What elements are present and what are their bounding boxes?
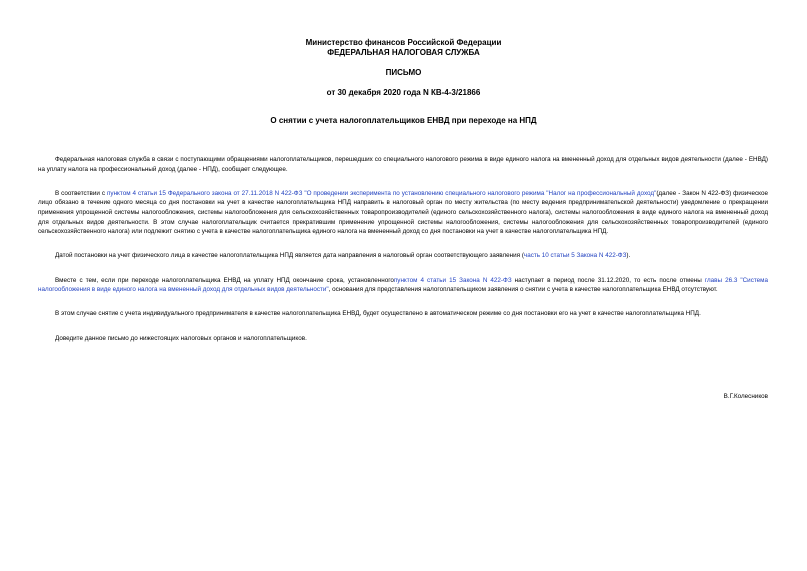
paragraph-text: Доведите данное письмо до нижестоящих налоговых органов и налогоплательщиков. xyxy=(55,334,307,342)
paragraph-text: В соответствии с xyxy=(55,189,108,197)
paragraph-intro xyxy=(38,155,768,174)
document-date-number: от 30 декабря 2020 года N КВ-4-3/21866 xyxy=(326,88,481,97)
paragraph-text: , основания для представления налогоплательщиком заявления о снятии с учета в качестве налогоплательщика ЕНВД отсутствуют. xyxy=(328,286,718,294)
letter-body xyxy=(38,155,768,343)
law-422-article-15-short-link[interactable]: пунктом 4 статьи 15 Закона N 422-ФЗ xyxy=(393,276,512,284)
service-name: ФЕДЕРАЛЬНАЯ НАЛОГОВАЯ СЛУЖБА xyxy=(327,48,480,57)
paragraph-text: наступает в период после 31.12.2020, то есть после отмены xyxy=(511,276,705,284)
chapter-26-3-link[interactable]: главы 26.3 "Система налогообложения в виде единого налога на вмененный доход для отдельных видов деятельности" xyxy=(38,276,768,294)
signature: В.Г.Колесников xyxy=(723,393,768,400)
paragraph-law-obligation xyxy=(38,189,768,237)
ministry-name: Министерство финансов Российской Федерации xyxy=(305,38,502,47)
paragraph-text: ). xyxy=(626,252,631,260)
law-422-article-15-link[interactable]: пунктом 4 статьи 15 Федерального закона от 27.11.2018 N 422-ФЗ "О проведении эксперимента по установлению специального налогового режима "Налог на профессиональный доход" xyxy=(107,189,657,197)
paragraph-registration-date xyxy=(38,251,768,261)
paragraph-distribution xyxy=(38,334,768,344)
paragraph-text: (далее - Закон N 422-ФЗ) физическое лицо обязано в течение одного месяца со дня постановки на учет в качестве налогоплательщика НПД направить в налоговый орган по месту жительства (по месту ведения предпринимательской деятельности) уведомление о прекращении применения упрощенной системы налогообложения, системы налогообложения для сельскохозяйственных товаропроизводителей (единого сельскохозяйственного налога), системы налогообложения в виде единого налога на вмененный доход для отдельных видов деятельности. В этом случае налогоплательщик считается прекратившим применение упрощенной системы налогообложения, системы налогообложения для сельскохозяйственных товаропроизводителей (единого сельскохозяйственного налога) или подлежит снятию с учета в качестве налогоплательщика единого налога на вмененный доход со дня постановки на учет в качестве налогоплательщика НПД. xyxy=(38,189,769,236)
document-subject: О снятии с учета налогоплательщиков ЕНВД при переходе на НПД xyxy=(270,116,537,125)
document-type: ПИСЬМО xyxy=(385,68,422,77)
paragraph-text: В этом случае снятие с учета индивидуального предпринимателя в качестве налогоплательщика ЕНВД, будет осуществлено в автоматическом режиме со дня постановки его на учет в качестве налогоплательщика НПД. xyxy=(55,310,701,318)
paragraph-intro-text: Федеральная налоговая служба в связи с поступающими обращениями налогоплательщиков, перешедших со специального налогового режима в виде единого налога на вмененный доход для отдельных видов деятельности (далее - ЕНВД) на уплату налога на профессиональный доход (далее - НПД), сообщает следующее. xyxy=(38,156,768,173)
law-422-article-5-link[interactable]: часть 10 статьи 5 Закона N 422-ФЗ xyxy=(523,252,627,260)
paragraph-text: Вместе с тем, если при переходе налогоплательщика ЕНВД на уплату НПД окончание срока, установленного xyxy=(55,276,394,284)
paragraph-automatic-removal xyxy=(38,309,768,319)
paragraph-text: Датой постановки на учет физического лица в качестве налогоплательщика НПД является дата направления в налоговый орган соответствующего заявления ( xyxy=(55,252,524,260)
paragraph-exception xyxy=(38,276,768,295)
